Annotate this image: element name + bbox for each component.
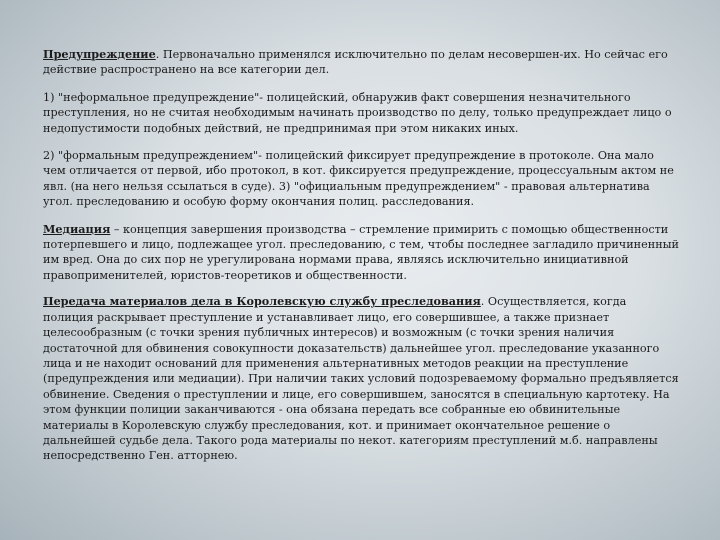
paragraph-formal-warning (43, 148, 679, 210)
slide-text-body (43, 47, 679, 476)
paragraph-case-transfer-text: . Осуществляется, когда полиция раскрывает преступление и устанавливает лицо, его совершившее, а также признает целесообразным (с точки зрения публичных интересов) и возможным (с точки зрения наличия достаточной для обвинения совокупности доказательств) дальнейшее угол. преследование указанного лица и не находит оснований для применения альтернативных методов реакции на преступление (предупреждения или медиации). При наличии таких условий подозреваемому формально предъявляется обвинение. Сведения о преступлении и лице, его совершившем, заносятся в специальную картотеку. На этом функции полиции заканчиваются - она обязана передать все собранные ею обвинительные материалы в Королевскую службу преследования, кот. и принимает окончательное решение о дальнейшей судьбе дела. Такого рода материалы по некот. категориям преступлений м.б. направлены непосредственно Ген. атторнею. (43, 295, 679, 463)
paragraph-informal-warning-text: 1) "неформальное предупреждение"- полицейский, обнаружив факт совершения незначительного преступления, но не считая необходимым начинать производство по делу, только предупреждает лицо о недопустимости подобных действий, не предпринимая при этом никаких иных. (43, 90, 672, 135)
paragraph-warning (43, 47, 679, 78)
paragraph-formal-warning-text: 2) "формальным предупреждением"- полицейский фиксирует предупреждение в протоколе. Она мало чем отличается от первой, ибо протокол, в кот. фиксируется предупреждение, процессуальным актом не явл. (на него нельзя ссылаться в суде). 3) "официальным предупреждением" - правовая альтернатива угол. преследованию и особую форму окончания полиц. расследования. (43, 149, 674, 209)
paragraph-informal-warning (43, 90, 679, 136)
paragraph-mediation (43, 222, 679, 284)
term-mediation: Медиация (43, 221, 111, 236)
paragraph-warning-text: . Первоначально применялся исключительно по делам несовершен-их. Но сейчас его действие распространено на все категории дел. (43, 48, 668, 77)
paragraph-mediation-text: – концепция завершения производства – стремление примирить с помощью общественности потерпевшего и лицо, подлежащее угол. преследованию, с тем, чтобы последнее загладило причиненный им вред. Она до сих пор не урегулирована нормами права, являясь исключительно инициативной правоприменителей, юристов-теоретиков и общественности. (43, 222, 680, 282)
paragraph-case-transfer (43, 294, 679, 463)
term-case-transfer: Передача материалов дела в Королевскую службу преследования (43, 294, 481, 309)
term-warning: Предупреждение (43, 47, 156, 61)
